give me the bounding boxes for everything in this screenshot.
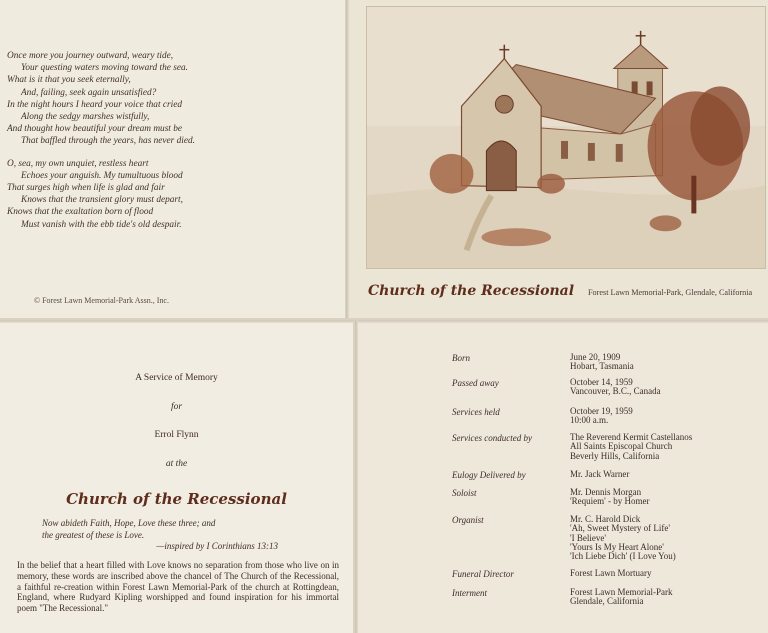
quote-line-2: the greatest of these is Love.: [42, 529, 145, 540]
detail-value-line: 'Yours Is My Heart Alone': [570, 541, 664, 552]
belief-paragraph: In the belief that a heart filled with Love knows no separation from those who live on in memory, these words are inscribed above the chancel of The Church of the Recessional, a faithful re-creation within Forest Lawn Memorial-Park of the church at Rottingdean, England, where Rudyard Kipling worshipped and found inspiration for his immortal poem "The Recessional.": [17, 560, 339, 614]
poem-line: In the night hours I heard your voice that cried: [7, 99, 182, 110]
detail-value-line: 'I Believe': [570, 532, 606, 543]
detail-value: [570, 488, 649, 507]
deceased-name: Errol Flynn: [154, 430, 199, 440]
detail-value-line: Mr. Jack Warner: [570, 469, 630, 479]
quote-line-1: Now abideth Faith, Hope, Love these three; and: [42, 518, 216, 528]
service-heading: A Service of Memory: [135, 373, 218, 383]
poem-panel: [0, 0, 345, 318]
poem-line: Echoes your anguish. My tumultuous blood: [21, 170, 183, 181]
detail-label: Soloist: [452, 488, 477, 498]
poem-line: Must vanish with the ebb tide's old despair.: [21, 219, 182, 230]
detail-label: Services conducted by: [452, 433, 532, 443]
poem: [7, 50, 337, 241]
poem-line: O, sea, my own unquiet, restless heart: [7, 158, 149, 169]
poem-line: What is it that you seek eternally,: [7, 75, 131, 86]
poem-line: Knows that the transient glory must depart,: [21, 195, 183, 206]
service-panel: [0, 320, 353, 633]
detail-value-line: October 14, 1959: [570, 377, 633, 387]
detail-value: [570, 470, 629, 479]
detail-value-line: 10:00 a.m.: [570, 415, 609, 426]
church-illustration: [366, 6, 766, 269]
detail-label: Funeral Director: [452, 569, 514, 579]
detail-value-line: All Saints Episcopal Church: [570, 441, 673, 452]
detail-value: [570, 515, 676, 561]
detail-label: Born: [452, 353, 470, 363]
detail-value-line: Hobart, Tasmania: [570, 361, 634, 372]
detail-label: Organist: [452, 515, 484, 525]
detail-label: Interment: [452, 588, 487, 598]
scripture-quote: [42, 518, 312, 553]
detail-label: Passed away: [452, 378, 499, 388]
detail-value-line: 'Ah, Sweet Mystery of Life': [570, 523, 670, 534]
poem-stanza-1: [7, 50, 337, 148]
poem-line: Your questing waters moving toward the sea.: [21, 63, 188, 74]
detail-value-line: Mr. Dennis Morgan: [570, 487, 642, 497]
poem-line: Knows that the exaltation born of flood: [7, 207, 154, 218]
detail-value-line: 'Requiem' - by Homer: [570, 496, 650, 507]
detail-label: Eulogy Delivered by: [452, 470, 526, 480]
detail-value-line: Forest Lawn Memorial-Park: [570, 587, 673, 597]
poem-line: Along the sedgy marshes wistfully,: [21, 112, 150, 123]
poem-line: That surges high when life is glad and fair: [7, 183, 165, 194]
copyright-notice: © Forest Lawn Memorial-Park Assn., Inc.: [34, 296, 169, 305]
detail-value-line: Forest Lawn Mortuary: [570, 568, 652, 578]
poem-line: Once more you journey outward, weary tide,: [7, 51, 174, 61]
detail-value: [570, 353, 634, 372]
service-at-the: at the: [165, 459, 188, 469]
detail-value-line: 'Ich Liebe Dich' (I Love You): [570, 551, 676, 562]
detail-value: [570, 569, 651, 578]
detail-value-line: October 19, 1959: [570, 406, 633, 416]
detail-value-line: Beverly Hills, California: [570, 450, 660, 461]
service-church-title: Church of the Recessional: [66, 490, 287, 508]
detail-value: [570, 433, 692, 461]
detail-value-line: Vancouver, B.C., Canada: [570, 386, 661, 397]
details-panel: [355, 320, 768, 633]
cover-location: Forest Lawn Memorial-Park, Glendale, California: [588, 288, 753, 297]
detail-value-line: June 20, 1909: [570, 352, 621, 362]
detail-value-line: The Reverend Kermit Castellanos: [570, 432, 693, 442]
cover-panel: [346, 0, 768, 318]
detail-value: [570, 407, 633, 426]
detail-value-line: Glendale, California: [570, 596, 644, 607]
service-for: for: [170, 402, 183, 412]
detail-value-line: Mr. C. Harold Dick: [570, 514, 641, 524]
poem-stanza-2: [7, 158, 337, 231]
detail-label: Services held: [452, 407, 500, 417]
detail-value: [570, 378, 661, 397]
poem-line: And, failing, seek again unsatisfied?: [21, 87, 157, 98]
quote-reference: —inspired by I Corinthians 13:13: [156, 541, 278, 551]
cover-church-title: Church of the Recessional: [368, 283, 575, 299]
poem-line: And thought how beautiful your dream must be: [7, 124, 182, 135]
detail-value: [570, 588, 672, 607]
poem-line: That baffled through the years, has never died.: [21, 136, 195, 147]
